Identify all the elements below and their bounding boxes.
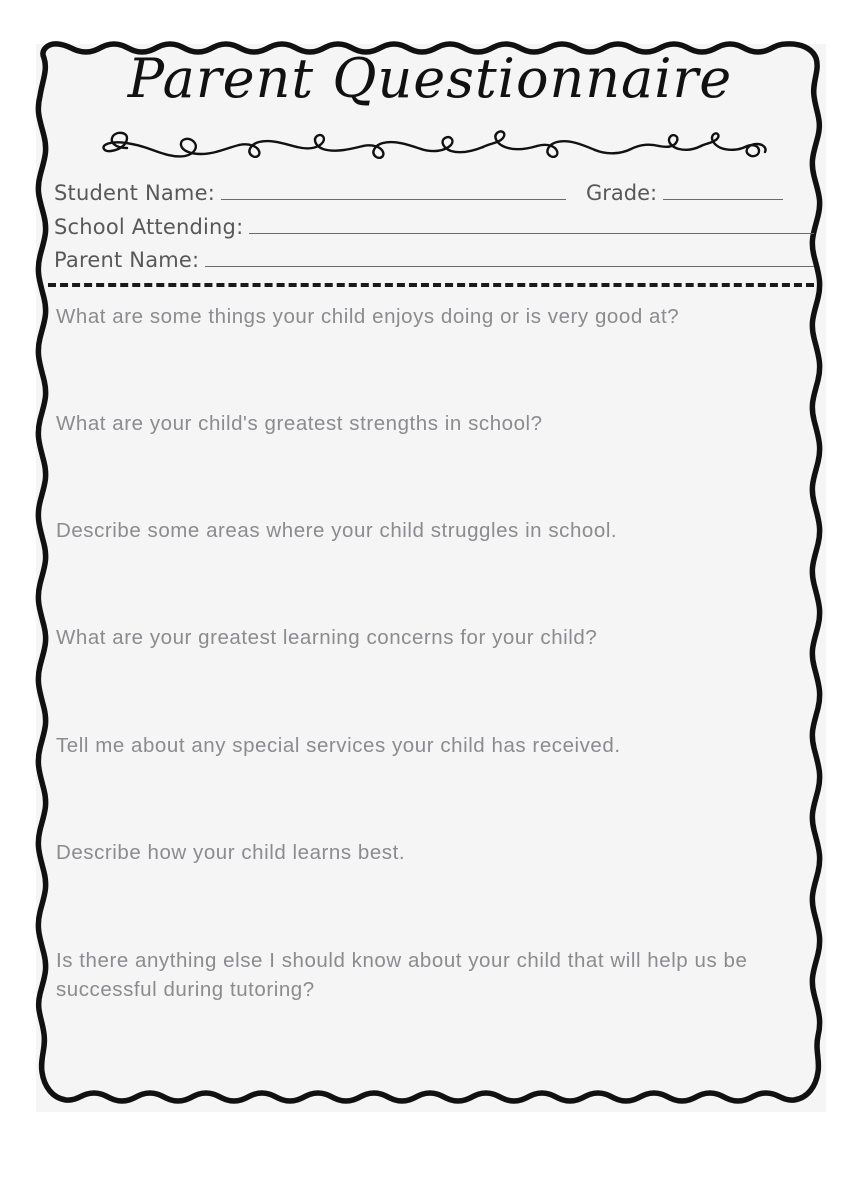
question-3: Describe some areas where your child struggles in school. [56, 519, 618, 542]
parent-name-input[interactable] [205, 265, 814, 267]
school-attending-input[interactable] [249, 232, 814, 234]
field-row-school-attending [54, 214, 814, 244]
parent-name-label: Parent Name: [54, 248, 200, 272]
grade-input[interactable] [663, 198, 783, 200]
flourish-divider-icon [95, 118, 775, 168]
field-row-student-name [54, 180, 814, 210]
question-5: Tell me about any special services your child has received. [56, 734, 621, 757]
question-2: What are your child's greatest strengths in school? [56, 412, 543, 435]
school-attending-label: School Attending: [54, 215, 244, 239]
question-7: Is there anything else I should know about your child that will help us be successful during tutoring? [56, 949, 748, 1001]
question-1: What are some things your child enjoys doing or is very good at? [56, 305, 680, 328]
grade-label: Grade: [585, 181, 658, 205]
page-title: Parent Questionnaire [127, 47, 733, 110]
question-6: Describe how your child learns best. [56, 841, 406, 864]
dashed-divider [48, 283, 814, 287]
student-name-input[interactable] [221, 198, 566, 200]
student-name-label: Student Name: [54, 181, 215, 205]
field-row-parent-name [54, 247, 814, 277]
question-4: What are your greatest learning concerns for your child? [56, 626, 598, 649]
